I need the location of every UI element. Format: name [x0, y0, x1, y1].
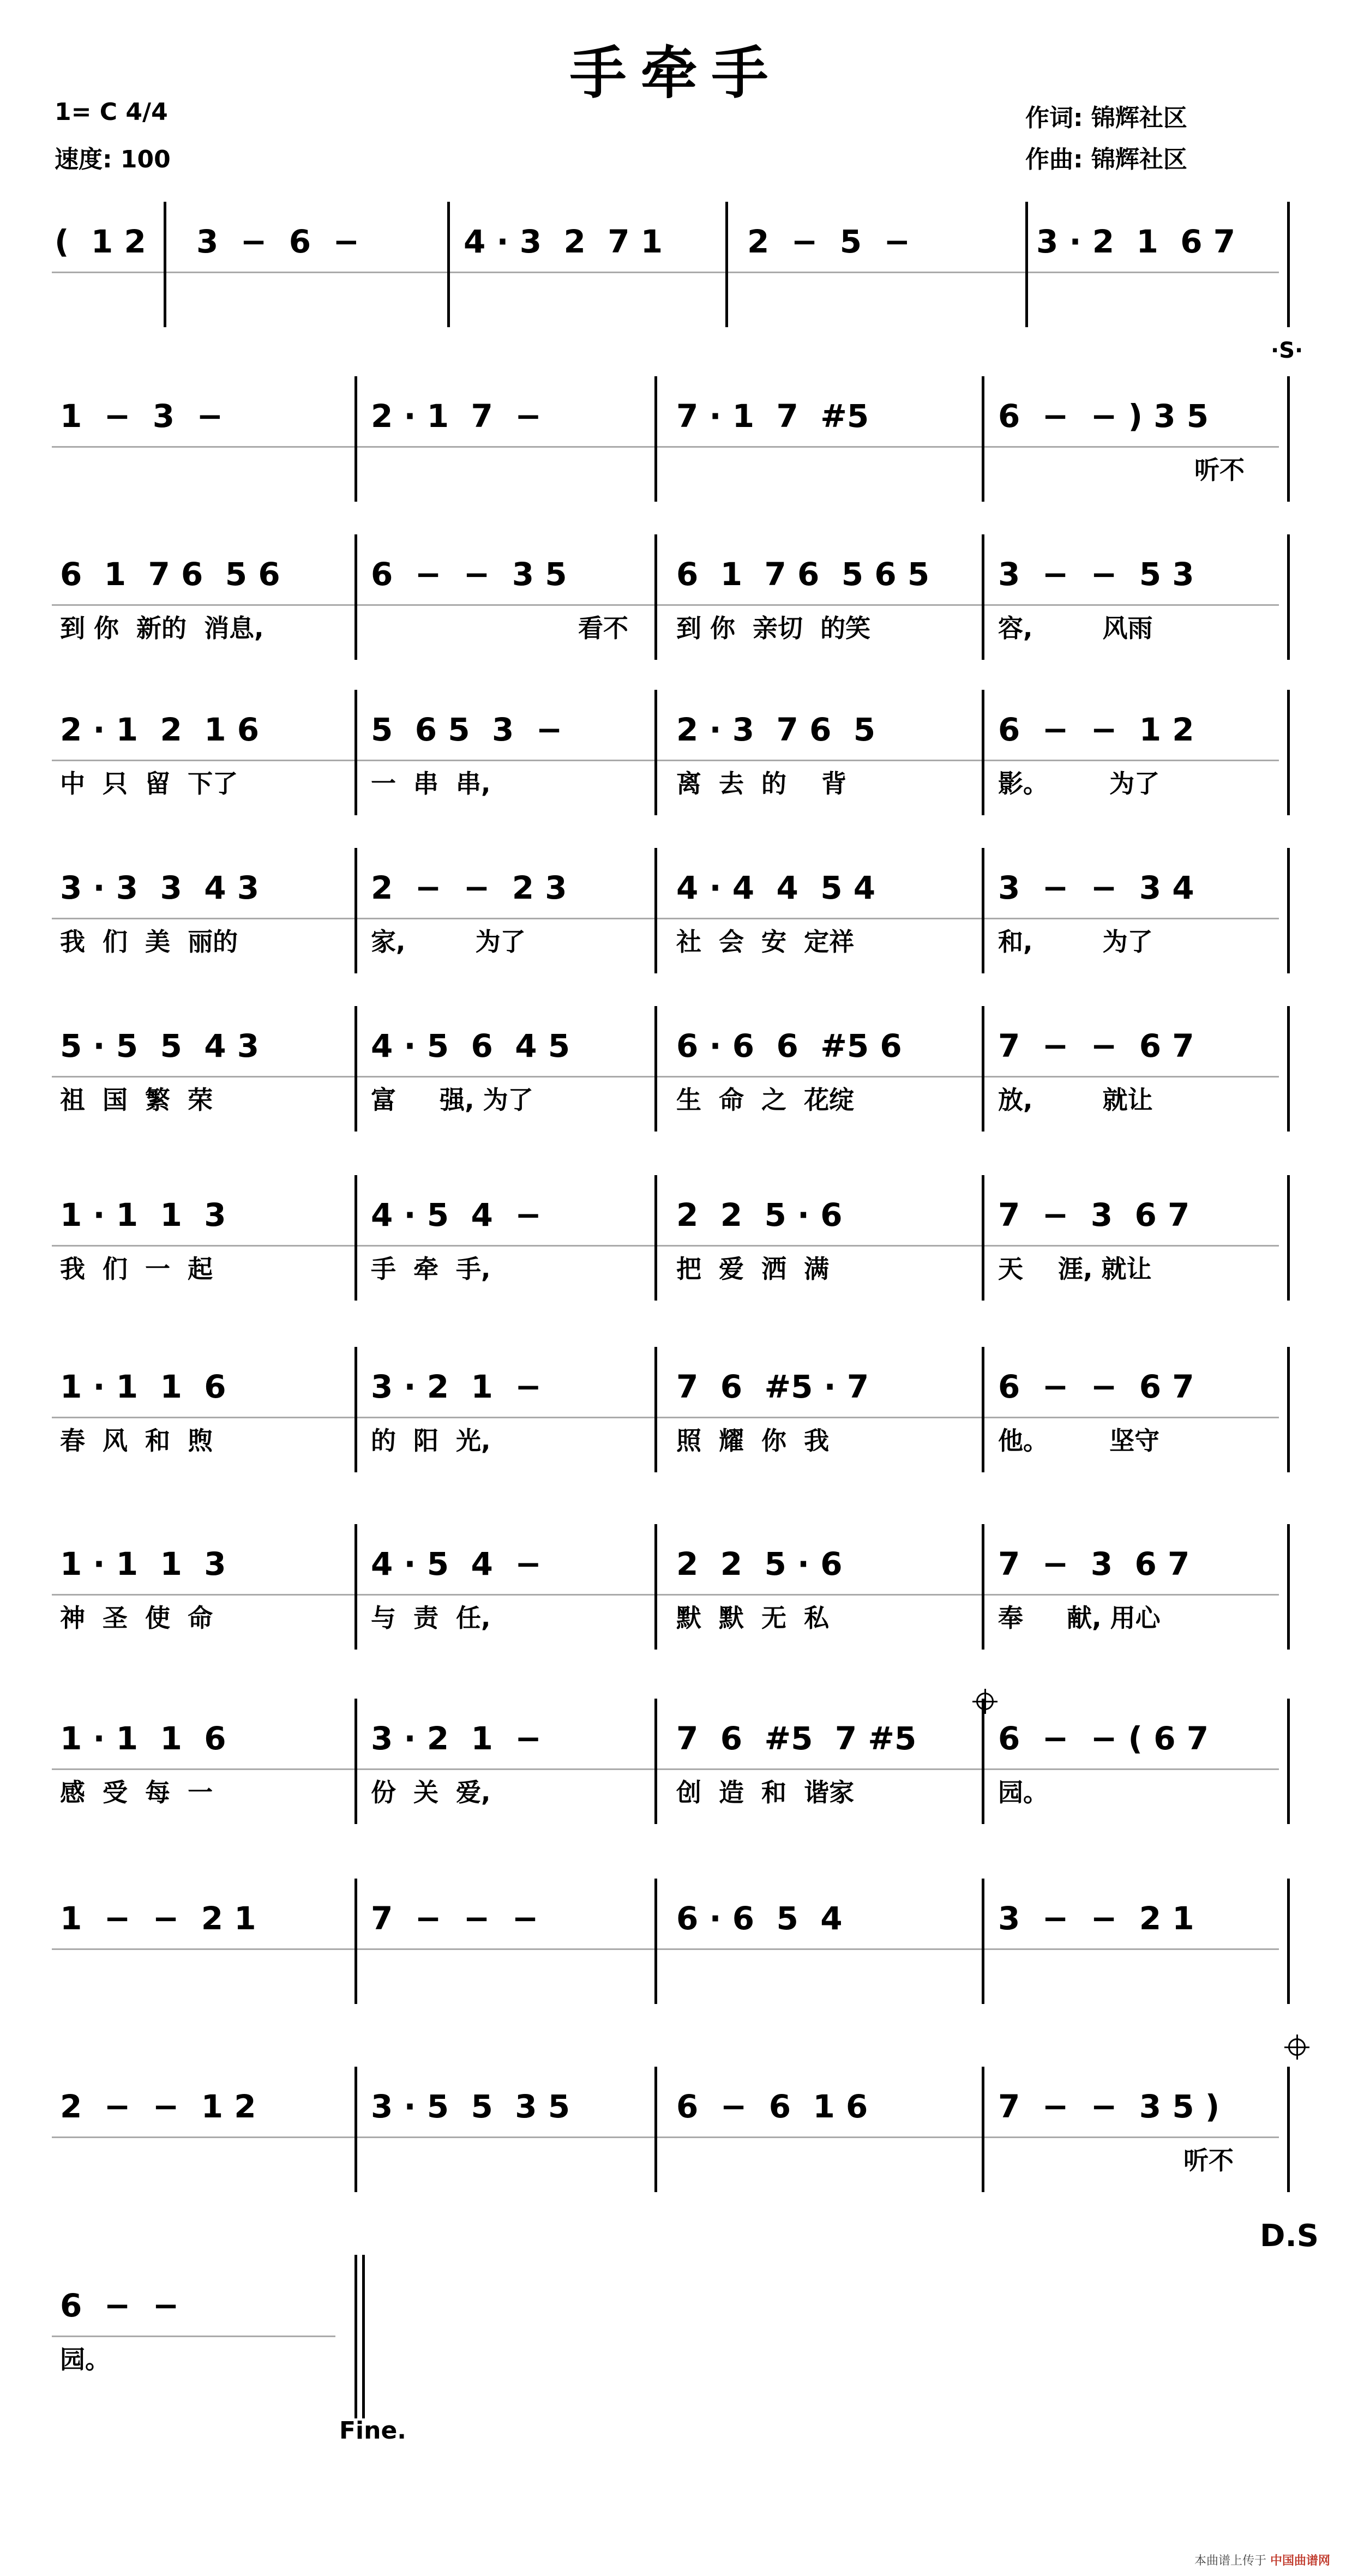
measure-notes: 6 − − 3 5 — [371, 556, 567, 593]
measure-notes: 2 · 3 7 6 5 — [676, 711, 876, 748]
barline — [654, 534, 657, 660]
barline — [1287, 534, 1290, 660]
footer-upload-text: 本曲谱上传于 — [1194, 2554, 1266, 2568]
measure-notes: 2 − 5 − — [747, 223, 911, 260]
coda-icon — [976, 1693, 994, 1710]
measure-notes: 6 − − 1 2 — [998, 711, 1194, 748]
measure-notes: 1 · 1 1 3 — [60, 1545, 226, 1582]
segno-sign: ·S· — [1271, 338, 1303, 363]
barline — [447, 202, 450, 327]
measure-notes: 4 · 3 2 7 1 — [464, 223, 663, 260]
measure-lyrics: 祖 国 繁 荣 — [60, 1085, 213, 1115]
score-line — [0, 2271, 1352, 2429]
staff-rule — [52, 2136, 1279, 2138]
measure-notes: 5 · 5 5 4 3 — [60, 1027, 260, 1064]
barline — [354, 1347, 357, 1472]
barline — [354, 2067, 357, 2192]
measure-lyrics: 默 默 无 私 — [676, 1603, 830, 1633]
measure-notes: 1 · 1 1 3 — [60, 1196, 226, 1233]
measure-lyrics: 和, 为了 — [998, 927, 1153, 956]
measure-notes: 2 − − 1 2 — [60, 2088, 256, 2125]
staff-rule — [52, 1417, 1279, 1418]
barline — [1287, 690, 1290, 815]
barline — [1287, 1879, 1290, 2004]
key-meter: 1= C 4/4 — [55, 98, 168, 126]
measure-notes: 3 · 2 1 − — [371, 1368, 542, 1405]
measure-notes: 3 − 6 − — [196, 223, 360, 260]
barline — [982, 2067, 984, 2192]
score-line — [0, 1012, 1352, 1170]
score-line — [0, 1884, 1352, 2042]
tempo: 速度: 100 — [55, 146, 171, 173]
measure-notes: 3 − − 3 4 — [998, 869, 1194, 906]
measure-lyrics: 离 去 的 背 — [676, 769, 847, 798]
barline — [654, 2067, 657, 2192]
measure-notes: 2 − − 2 3 — [371, 869, 567, 906]
measure-notes: 6 1 7 6 5 6 5 — [676, 556, 930, 593]
measure-notes: 3 · 3 3 4 3 — [60, 869, 260, 906]
staff-rule — [52, 1768, 1279, 1770]
measure-lyrics: 到 你 亲切 的笑 — [676, 613, 871, 643]
measure-notes: 3 − − 5 3 — [998, 556, 1194, 593]
measure-lyrics: 春 风 和 煦 — [60, 1426, 213, 1455]
barline — [654, 690, 657, 815]
measure-notes: 4 · 4 4 5 4 — [676, 869, 876, 906]
barline — [982, 1347, 984, 1472]
barline — [982, 1006, 984, 1131]
measure-lyrics: 创 造 和 谐家 — [676, 1778, 855, 1807]
barline — [1287, 1006, 1290, 1131]
measure-lyrics: 富 强, 为了 — [371, 1085, 533, 1115]
measure-lyrics: 与 责 任, — [371, 1603, 491, 1633]
barline — [354, 1524, 357, 1650]
measure-notes: 4 · 5 6 4 5 — [371, 1027, 570, 1064]
measure-lyrics: 我 们 美 丽的 — [60, 927, 238, 956]
measure-lyrics: 神 圣 使 命 — [60, 1603, 213, 1633]
measure-lyrics: 奉 献, 用心 — [998, 1603, 1161, 1633]
measure-notes: 2 · 1 7 − — [371, 398, 542, 435]
measure-notes: 1 · 1 1 6 — [60, 1368, 226, 1405]
measure-lyrics: 把 爱 洒 满 — [676, 1254, 830, 1284]
barline — [354, 1175, 357, 1301]
barline — [354, 1879, 357, 2004]
score-line — [0, 2072, 1352, 2230]
ds-marking: D.S — [1260, 2218, 1319, 2254]
measure-lyrics: 天 涯, 就让 — [998, 1254, 1152, 1284]
score-line — [0, 207, 1352, 365]
score-line — [0, 853, 1352, 1012]
measure-lyrics: 的 阳 光, — [371, 1426, 491, 1455]
measure-notes: 4 · 5 4 − — [371, 1196, 542, 1233]
barline — [725, 202, 728, 327]
barline — [1287, 1699, 1290, 1824]
measure-lyrics: 社 会 安 定祥 — [676, 927, 855, 956]
score-line — [0, 382, 1352, 540]
measure-notes: 3 · 2 1 − — [371, 1720, 542, 1757]
barline — [1287, 1347, 1290, 1472]
measure-notes: 7 − − − — [371, 1900, 539, 1937]
barline — [1287, 376, 1290, 502]
score-line — [0, 1704, 1352, 1862]
measure-notes: 6 − − ( 6 7 — [998, 1720, 1209, 1757]
measure-notes: 3 · 5 5 3 5 — [371, 2088, 570, 2125]
measure-lyrics: 他。 坚守 — [998, 1426, 1160, 1455]
measure-lyrics: 家, 为了 — [371, 927, 526, 956]
measure-lyrics: 到 你 新的 消息, — [60, 613, 264, 643]
measure-notes: 2 · 1 2 1 6 — [60, 711, 260, 748]
measure-notes: 7 6 #5 · 7 — [676, 1368, 869, 1405]
measure-notes: 7 − − 3 5 ) — [998, 2088, 1220, 2125]
barline — [982, 534, 984, 660]
measure-notes: 5 6 5 3 − — [371, 711, 563, 748]
barline — [982, 1699, 984, 1824]
barline — [982, 376, 984, 502]
measure-lyrics: 看不 — [578, 613, 628, 643]
barline — [982, 848, 984, 973]
barline — [354, 690, 357, 815]
measure-notes: 3 − − 2 1 — [998, 1900, 1194, 1937]
score-line — [0, 695, 1352, 853]
barline — [1287, 202, 1290, 327]
barline — [654, 1347, 657, 1472]
song-title: 手牵手 — [569, 40, 783, 106]
measure-lyrics: 园。 — [60, 2345, 110, 2374]
staff-rule — [52, 1948, 1279, 1950]
measure-notes: 2 2 5 · 6 — [676, 1545, 843, 1582]
barline — [654, 1699, 657, 1824]
measure-lyrics: 生 命 之 花绽 — [676, 1085, 855, 1115]
coda-icon — [1288, 2038, 1306, 2056]
staff-rule — [52, 446, 1279, 448]
measure-notes: 6 · 6 6 #5 6 — [676, 1027, 902, 1064]
measure-lyrics: 一 串 串, — [371, 769, 491, 798]
barline — [654, 1006, 657, 1131]
measure-lyrics: 听不 — [1194, 455, 1245, 485]
measure-lyrics: 我 们 一 起 — [60, 1254, 213, 1284]
barline — [654, 1175, 657, 1301]
staff-rule — [52, 760, 1279, 761]
measure-lyrics: 影。 为了 — [998, 769, 1160, 798]
barline — [654, 1879, 657, 2004]
measure-lyrics: 听不 — [1183, 2146, 1234, 2175]
measure-notes: 7 − − 6 7 — [998, 1027, 1194, 1064]
measure-notes: 6 1 7 6 5 6 — [60, 556, 280, 593]
barline — [982, 1879, 984, 2004]
measure-lyrics: 照 耀 你 我 — [676, 1426, 830, 1455]
barline — [1287, 848, 1290, 973]
measure-notes: 4 · 5 4 − — [371, 1545, 542, 1582]
barline — [354, 1699, 357, 1824]
staff-rule — [52, 1076, 1279, 1078]
measure-lyrics: 放, 就让 — [998, 1085, 1153, 1115]
measure-notes: ( 1 2 — [55, 223, 146, 260]
staff-rule — [52, 1594, 1279, 1596]
staff-rule — [52, 604, 1279, 606]
measure-notes: 6 · 6 5 4 — [676, 1900, 843, 1937]
measure-notes: 1 · 1 1 6 — [60, 1720, 226, 1757]
barline — [354, 534, 357, 660]
fine-marking: Fine. — [339, 2417, 407, 2445]
measure-notes: 1 − − 2 1 — [60, 1900, 256, 1937]
barline — [354, 848, 357, 973]
barline — [354, 2255, 357, 2418]
measure-notes: 6 − 6 1 6 — [676, 2088, 868, 2125]
footer-credit — [1194, 2551, 1330, 2568]
barline — [362, 2255, 365, 2418]
lyricist: 作词: 锦辉社区 — [1025, 104, 1187, 132]
staff-rule — [52, 2336, 335, 2337]
site-logo: 中国曲谱网 — [1270, 2554, 1330, 2568]
measure-notes: 7 − 3 6 7 — [998, 1545, 1190, 1582]
measure-lyrics: 中 只 留 下了 — [60, 769, 238, 798]
barline — [982, 690, 984, 815]
measure-notes: 7 6 #5 7 #5 — [676, 1720, 917, 1757]
barline — [1287, 1524, 1290, 1650]
measure-lyrics: 感 受 每 一 — [60, 1778, 213, 1807]
score-line — [0, 1530, 1352, 1688]
score-line — [0, 1181, 1352, 1339]
measure-lyrics: 份 关 爱, — [371, 1778, 491, 1807]
composer: 作曲: 锦辉社区 — [1025, 146, 1187, 173]
measure-lyrics: 手 牵 手, — [371, 1254, 491, 1284]
barline — [354, 1006, 357, 1131]
barline — [1025, 202, 1028, 327]
score-line — [0, 540, 1352, 698]
measure-notes: 3 · 2 1 6 7 — [1036, 223, 1236, 260]
barline — [982, 1524, 984, 1650]
barline — [654, 1524, 657, 1650]
barline — [982, 1175, 984, 1301]
measure-notes: 7 − 3 6 7 — [998, 1196, 1190, 1233]
measure-notes: 7 · 1 7 #5 — [676, 398, 869, 435]
measure-notes: 2 2 5 · 6 — [676, 1196, 843, 1233]
measure-notes: 6 − − 6 7 — [998, 1368, 1194, 1405]
staff-rule — [52, 918, 1279, 919]
barline — [164, 202, 166, 327]
barline — [1287, 2067, 1290, 2192]
measure-lyrics: 园。 — [998, 1778, 1048, 1807]
measure-notes: 6 − − ) 3 5 — [998, 398, 1209, 435]
measure-notes: 6 − − — [60, 2287, 179, 2324]
barline — [354, 376, 357, 502]
measure-notes: 1 − 3 − — [60, 398, 224, 435]
staff-rule — [52, 1245, 1279, 1247]
barline — [654, 376, 657, 502]
staff-rule — [52, 272, 1279, 273]
barline — [654, 848, 657, 973]
measure-lyrics: 容, 风雨 — [998, 613, 1153, 643]
score-line — [0, 1352, 1352, 1510]
barline — [1287, 1175, 1290, 1301]
